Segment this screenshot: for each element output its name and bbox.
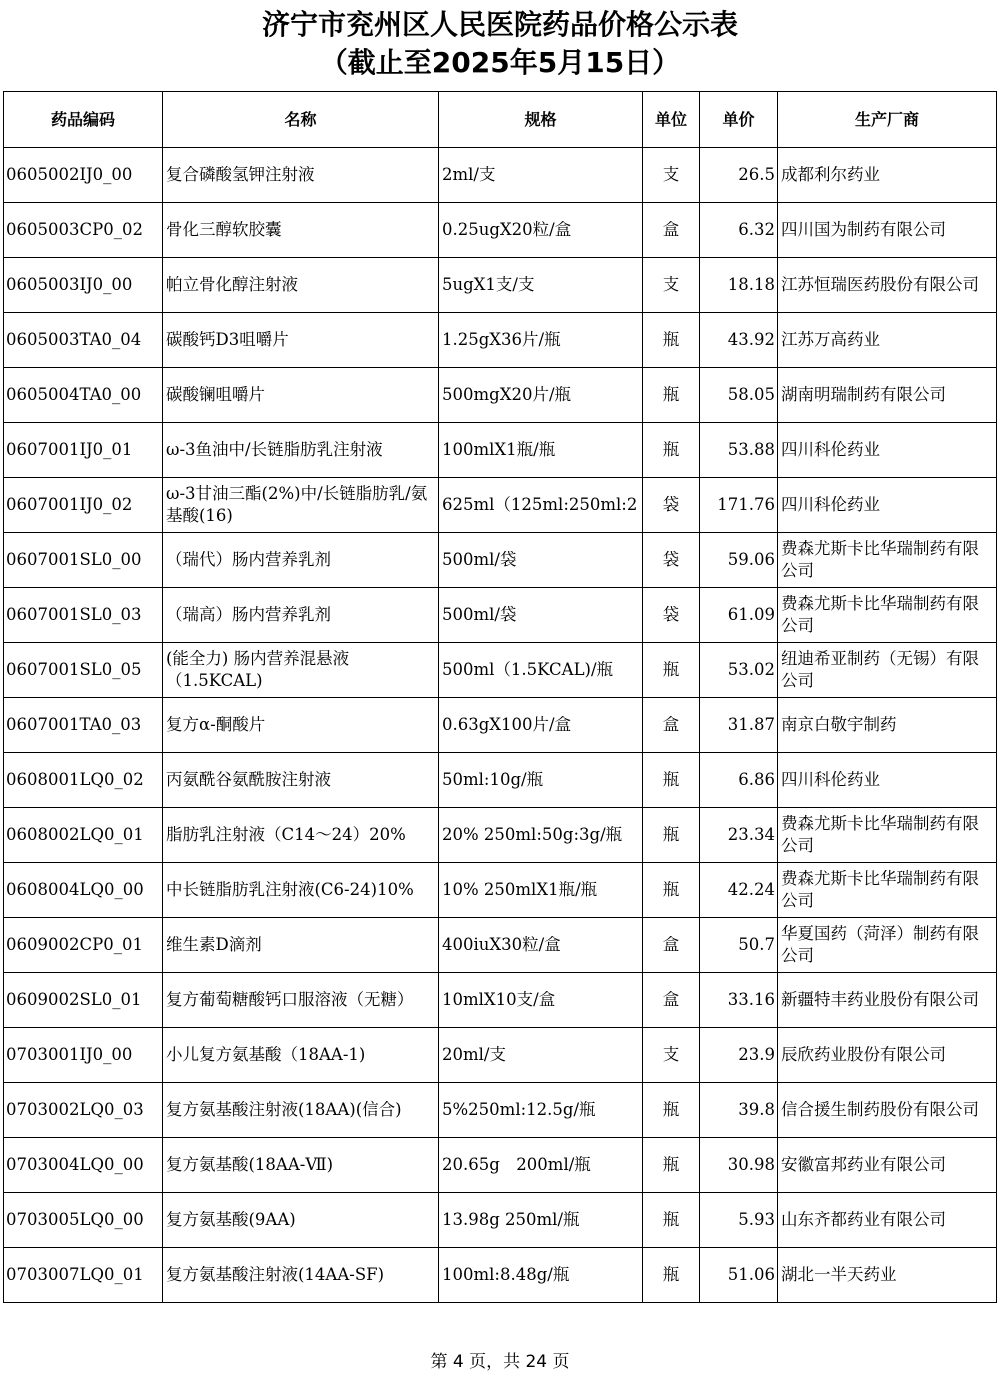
unit-cell: 瓶 xyxy=(643,808,700,863)
spec-cell: 500ml（1.5KCAL)/瓶 xyxy=(439,643,643,698)
unit-cell: 支 xyxy=(643,148,700,203)
manufacturer-cell: 四川科伦药业 xyxy=(778,423,997,478)
manufacturer-cell: 成都利尔药业 xyxy=(778,148,997,203)
manufacturer-cell: 四川科伦药业 xyxy=(778,478,997,533)
drug-code-cell: 0703002LQ0_03 xyxy=(4,1083,163,1138)
price-cell: 18.18 xyxy=(700,258,778,313)
manufacturer-cell: 四川国为制药有限公司 xyxy=(778,203,997,258)
unit-cell: 瓶 xyxy=(643,1138,700,1193)
drug-code-cell: 0605002IJ0_00 xyxy=(4,148,163,203)
drug-code-cell: 0607001SL0_00 xyxy=(4,533,163,588)
drug-name-cell: 复方α-酮酸片 xyxy=(163,698,439,753)
manufacturer-cell: 江苏万高药业 xyxy=(778,313,997,368)
price-cell: 33.16 xyxy=(700,973,778,1028)
spec-cell: 20% 250ml:50g:3g/瓶 xyxy=(439,808,643,863)
drug-name-cell: 丙氨酰谷氨酰胺注射液 xyxy=(163,753,439,808)
price-cell: 5.93 xyxy=(700,1193,778,1248)
drug-code-cell: 0608004LQ0_00 xyxy=(4,863,163,918)
drug-code-cell: 0607001IJ0_02 xyxy=(4,478,163,533)
manufacturer-cell: 辰欣药业股份有限公司 xyxy=(778,1028,997,1083)
table-row xyxy=(4,368,997,423)
price-cell: 171.76 xyxy=(700,478,778,533)
table-row xyxy=(4,148,997,203)
price-cell: 30.98 xyxy=(700,1138,778,1193)
header-manufacturer: 生产厂商 xyxy=(778,92,997,148)
manufacturer-cell: 湖南明瑞制药有限公司 xyxy=(778,368,997,423)
manufacturer-cell: 山东齐都药业有限公司 xyxy=(778,1193,997,1248)
drug-code-cell: 0608002LQ0_01 xyxy=(4,808,163,863)
drug-code-cell: 0609002CP0_01 xyxy=(4,918,163,973)
price-cell: 23.34 xyxy=(700,808,778,863)
manufacturer-cell: 费森尤斯卡比华瑞制药有限公司 xyxy=(778,808,997,863)
spec-cell: 0.63gX100片/盒 xyxy=(439,698,643,753)
drug-name-cell: 复方氨基酸(18AA-Ⅶ) xyxy=(163,1138,439,1193)
spec-cell: 625ml（125ml:250ml:2 xyxy=(439,478,643,533)
table-row xyxy=(4,478,997,533)
drug-name-cell: 碳酸镧咀嚼片 xyxy=(163,368,439,423)
page-subtitle-date: （截止至2025年5月15日） xyxy=(319,46,681,79)
price-cell: 39.8 xyxy=(700,1083,778,1138)
drug-code-cell: 0703004LQ0_00 xyxy=(4,1138,163,1193)
header-spec: 规格 xyxy=(439,92,643,148)
manufacturer-cell: 四川科伦药业 xyxy=(778,753,997,808)
unit-cell: 瓶 xyxy=(643,1248,700,1303)
manufacturer-cell: 安徽富邦药业有限公司 xyxy=(778,1138,997,1193)
header-unit: 单位 xyxy=(643,92,700,148)
unit-cell: 袋 xyxy=(643,533,700,588)
spec-cell: 100ml:8.48g/瓶 xyxy=(439,1248,643,1303)
drug-code-cell: 0609002SL0_01 xyxy=(4,973,163,1028)
unit-cell: 瓶 xyxy=(643,368,700,423)
header-name: 名称 xyxy=(163,92,439,148)
manufacturer-cell: 费森尤斯卡比华瑞制药有限公司 xyxy=(778,588,997,643)
drug-name-cell: 复方葡萄糖酸钙口服溶液（无糖） xyxy=(163,973,439,1028)
price-cell: 6.32 xyxy=(700,203,778,258)
price-cell: 43.92 xyxy=(700,313,778,368)
table-row xyxy=(4,588,997,643)
drug-code-cell: 0607001IJ0_01 xyxy=(4,423,163,478)
spec-cell: 500ml/袋 xyxy=(439,588,643,643)
drug-name-cell: 维生素D滴剂 xyxy=(163,918,439,973)
drug-name-cell: 复方氨基酸注射液(14AA-SF) xyxy=(163,1248,439,1303)
drug-code-cell: 0703005LQ0_00 xyxy=(4,1193,163,1248)
price-cell: 42.24 xyxy=(700,863,778,918)
drug-code-cell: 0605003TA0_04 xyxy=(4,313,163,368)
table-body xyxy=(4,148,997,1303)
drug-name-cell: 复方氨基酸注射液(18AA)(信合) xyxy=(163,1083,439,1138)
table-row xyxy=(4,1248,997,1303)
table-row xyxy=(4,1083,997,1138)
table-header-row xyxy=(4,92,997,148)
drug-name-cell: 碳酸钙D3咀嚼片 xyxy=(163,313,439,368)
manufacturer-cell: 纽迪希亚制药（无锡）有限公司 xyxy=(778,643,997,698)
drug-code-cell: 0605004TA0_00 xyxy=(4,368,163,423)
spec-cell: 20.65g 200ml/瓶 xyxy=(439,1138,643,1193)
table-row xyxy=(4,423,997,478)
drug-price-table xyxy=(3,91,997,1303)
page-title: 济宁市兖州区人民医院药品价格公示表 xyxy=(261,8,738,41)
unit-cell: 支 xyxy=(643,1028,700,1083)
drug-code-cell: 0607001SL0_03 xyxy=(4,588,163,643)
spec-cell: 10% 250mlX1瓶/瓶 xyxy=(439,863,643,918)
spec-cell: 5%250ml:12.5g/瓶 xyxy=(439,1083,643,1138)
unit-cell: 瓶 xyxy=(643,753,700,808)
manufacturer-cell: 南京白敬宇制药 xyxy=(778,698,997,753)
drug-name-cell: 帕立骨化醇注射液 xyxy=(163,258,439,313)
price-cell: 31.87 xyxy=(700,698,778,753)
drug-name-cell: ω-3甘油三酯(2%)中/长链脂肪乳/氨基酸(16) xyxy=(163,478,439,533)
drug-name-cell: (能全力) 肠内营养混悬液（1.5KCAL) xyxy=(163,643,439,698)
manufacturer-cell: 信合援生制药股份有限公司 xyxy=(778,1083,997,1138)
unit-cell: 盒 xyxy=(643,203,700,258)
drug-code-cell: 0703001IJ0_00 xyxy=(4,1028,163,1083)
spec-cell: 0.25ugX20粒/盒 xyxy=(439,203,643,258)
table-row xyxy=(4,918,997,973)
table-row xyxy=(4,863,997,918)
unit-cell: 瓶 xyxy=(643,1193,700,1248)
price-cell: 23.9 xyxy=(700,1028,778,1083)
unit-cell: 支 xyxy=(643,258,700,313)
manufacturer-cell: 湖北一半天药业 xyxy=(778,1248,997,1303)
table-row xyxy=(4,973,997,1028)
table-row xyxy=(4,1138,997,1193)
drug-code-cell: 0607001TA0_03 xyxy=(4,698,163,753)
price-cell: 59.06 xyxy=(700,533,778,588)
table-row xyxy=(4,698,997,753)
header-code: 药品编码 xyxy=(4,92,163,148)
spec-cell: 5ugX1支/支 xyxy=(439,258,643,313)
table-row xyxy=(4,1193,997,1248)
unit-cell: 袋 xyxy=(643,588,700,643)
unit-cell: 瓶 xyxy=(643,1083,700,1138)
spec-cell: 500mgX20片/瓶 xyxy=(439,368,643,423)
drug-name-cell: 中长链脂肪乳注射液(C6-24)10% xyxy=(163,863,439,918)
unit-cell: 盒 xyxy=(643,973,700,1028)
drug-name-cell: 复方氨基酸(9AA) xyxy=(163,1193,439,1248)
table-row xyxy=(4,643,997,698)
unit-cell: 瓶 xyxy=(643,423,700,478)
unit-cell: 瓶 xyxy=(643,863,700,918)
page-number: 第 4 页，共 24 页 xyxy=(430,1352,570,1372)
spec-cell: 20ml/支 xyxy=(439,1028,643,1083)
spec-cell: 500ml/袋 xyxy=(439,533,643,588)
drug-code-cell: 0605003CP0_02 xyxy=(4,203,163,258)
price-cell: 61.09 xyxy=(700,588,778,643)
table-row xyxy=(4,258,997,313)
manufacturer-cell: 新疆特丰药业股份有限公司 xyxy=(778,973,997,1028)
table-row xyxy=(4,313,997,368)
drug-code-cell: 0703007LQ0_01 xyxy=(4,1248,163,1303)
spec-cell: 400iuX30粒/盒 xyxy=(439,918,643,973)
drug-name-cell: 脂肪乳注射液（C14～24）20% xyxy=(163,808,439,863)
table-row xyxy=(4,753,997,808)
price-cell: 26.5 xyxy=(700,148,778,203)
manufacturer-cell: 华夏国药（菏泽）制药有限公司 xyxy=(778,918,997,973)
unit-cell: 瓶 xyxy=(643,313,700,368)
drug-code-cell: 0605003IJ0_00 xyxy=(4,258,163,313)
spec-cell: 2ml/支 xyxy=(439,148,643,203)
spec-cell: 100mlX1瓶/瓶 xyxy=(439,423,643,478)
drug-name-cell: 小儿复方氨基酸（18AA-1) xyxy=(163,1028,439,1083)
drug-code-cell: 0607001SL0_05 xyxy=(4,643,163,698)
unit-cell: 盒 xyxy=(643,698,700,753)
manufacturer-cell: 江苏恒瑞医药股份有限公司 xyxy=(778,258,997,313)
drug-name-cell: ω-3鱼油中/长链脂肪乳注射液 xyxy=(163,423,439,478)
price-cell: 50.7 xyxy=(700,918,778,973)
unit-cell: 盒 xyxy=(643,918,700,973)
manufacturer-cell: 费森尤斯卡比华瑞制药有限公司 xyxy=(778,863,997,918)
price-cell: 51.06 xyxy=(700,1248,778,1303)
table-row xyxy=(4,533,997,588)
spec-cell: 50ml:10g/瓶 xyxy=(439,753,643,808)
spec-cell: 1.25gX36片/瓶 xyxy=(439,313,643,368)
drug-name-cell: （瑞高）肠内营养乳剂 xyxy=(163,588,439,643)
table-row xyxy=(4,203,997,258)
drug-name-cell: （瑞代）肠内营养乳剂 xyxy=(163,533,439,588)
spec-cell: 13.98g 250ml/瓶 xyxy=(439,1193,643,1248)
drug-name-cell: 复合磷酸氢钾注射液 xyxy=(163,148,439,203)
price-cell: 6.86 xyxy=(700,753,778,808)
price-cell: 53.02 xyxy=(700,643,778,698)
drug-name-cell: 骨化三醇软胶囊 xyxy=(163,203,439,258)
table-row xyxy=(4,1028,997,1083)
table-row xyxy=(4,808,997,863)
price-cell: 58.05 xyxy=(700,368,778,423)
price-cell: 53.88 xyxy=(700,423,778,478)
manufacturer-cell: 费森尤斯卡比华瑞制药有限公司 xyxy=(778,533,997,588)
unit-cell: 袋 xyxy=(643,478,700,533)
drug-code-cell: 0608001LQ0_02 xyxy=(4,753,163,808)
header-price: 单价 xyxy=(700,92,778,148)
spec-cell: 10mlX10支/盒 xyxy=(439,973,643,1028)
unit-cell: 瓶 xyxy=(643,643,700,698)
